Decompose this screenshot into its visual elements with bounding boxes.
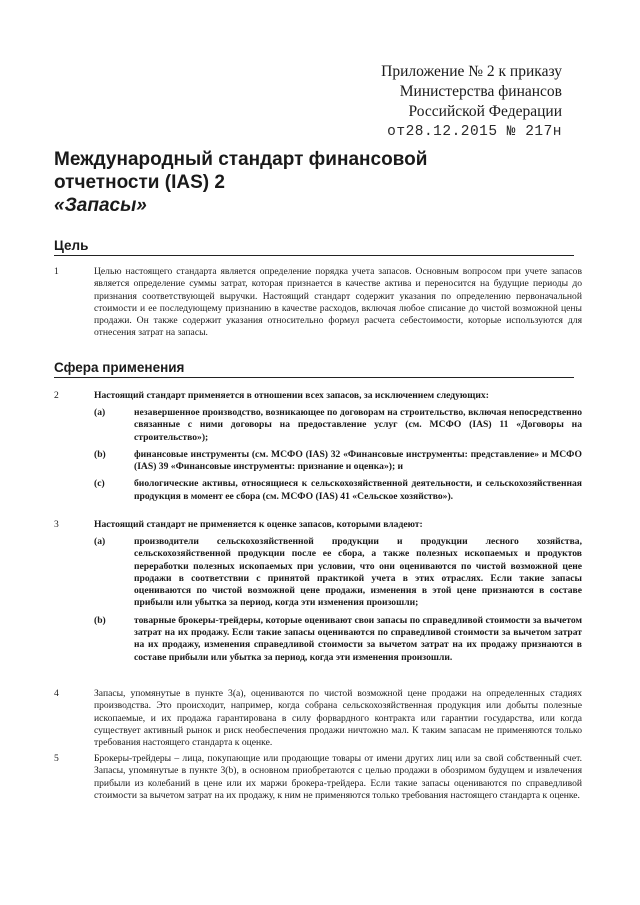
list-item bbox=[54, 536, 582, 610]
paragraph-number: 5 bbox=[54, 753, 59, 764]
section-heading-scope: Сфера применения bbox=[54, 360, 574, 378]
list-item bbox=[54, 449, 582, 474]
paragraph-1 bbox=[54, 266, 582, 340]
paragraph-number: 2 bbox=[54, 390, 59, 401]
title-line-2: отчетности (IAS) 2 bbox=[54, 172, 225, 193]
paragraph-5 bbox=[54, 753, 582, 802]
list-item bbox=[54, 478, 582, 503]
list-item-text: производители сельскохозяйственной продукции и продукции лесного хозяйства, сельскохозяйственной продукции после ее сбора, а также полезных ископаемых и продуктов переработки полезных ископаемых при условии, что они оцениваются по чистой возможной цене продажи в соответствии с принятой практикой учета в этих отраслях. Если такие запасы оцениваются по чистой возможной цене продажи, изменения в этой цене признаются в составе прибыли или убытка за период, когда эти изменения произошли; bbox=[134, 536, 582, 609]
paragraph-text: Запасы, упомянутые в пункте 3(a), оцениваются по чистой возможной цене продажи на определенных стадиях производства. Это происходит, например, когда собрана сельскохозяйственная продукция или добыты полезные ископаемые, и их продажа гарантирована в силу форвардного контракта или гарантии государства, или когда существует активный рынок и риск необеспечения продажи ничтожно мал. К таким запасам не применяются только требования настоящего стандарта к оценке. bbox=[94, 688, 582, 749]
paragraph-4 bbox=[54, 688, 582, 749]
paragraph-text: Целью настоящего стандарта является определение порядка учета запасов. Основным вопросом при учете запасов является определение суммы затрат, которая признается в качестве актива и переносится на будущие периоды до признания соответствующей выручки. Настоящий стандарт содержит указания по определению первоначальной стоимости и ее последующему признанию в качестве расходов, включая любое списание до чистой возможной цены продажи. Он также содержит указания относительно формул расчета себестоимости, которые используются для отнесения затрат на запасы. bbox=[94, 266, 582, 339]
list-item-label: (b) bbox=[94, 614, 106, 626]
paragraph-text: Брокеры-трейдеры – лица, покупающие или продающие товары от имени других лиц или за свой собственный счет. Запасы, упомянутые в пункте 3(b), в основном приобретаются с целью продажи в обозримом будущем и извлечения прибыли из колебаний в цене или их маржи брокера-трейдера. Если такие запасы оцениваются по справедливой стоимости за вычетом затрат на их продажу, к ним не применяются только требования настоящего стандарта к оценке. bbox=[94, 753, 582, 801]
list-item-text: финансовые инструменты (см. МСФО (IAS) 32 «Финансовые инструменты: представление» и МСФО (IAS) 39 «Финансовые инструменты: признание и оценка»); и bbox=[134, 448, 582, 473]
paragraph-3 bbox=[54, 519, 582, 531]
paragraph-text: Настоящий стандарт не применяется к оценке запасов, которыми владеют: bbox=[94, 519, 423, 530]
list-item-label: (a) bbox=[94, 407, 106, 418]
header-line-3: Российской Федерации bbox=[408, 103, 562, 120]
document-title bbox=[54, 148, 574, 217]
order-header bbox=[381, 62, 562, 142]
header-line-2: Министерства финансов bbox=[399, 83, 562, 100]
list-item-label: (a) bbox=[94, 536, 106, 547]
title-subtitle: «Запасы» bbox=[54, 195, 147, 216]
paragraph-number: 3 bbox=[54, 519, 59, 530]
list-item-label: (c) bbox=[94, 478, 105, 490]
list-item-text: незавершенное производство, возникающее по договорам на строительство, включая непосредственно связанные с ними договоры на предоставление услуг (см. МСФО (IAS) 11 «Договоры на строительство»); bbox=[134, 407, 582, 443]
order-number: от28.12.2015 № 217н bbox=[387, 124, 562, 140]
paragraph-2-list bbox=[54, 407, 582, 508]
list-item bbox=[54, 407, 582, 444]
header-line-1: Приложение № 2 к приказу bbox=[381, 63, 562, 80]
list-item-label: (b) bbox=[94, 448, 106, 460]
list-item-text: биологические активы, относящиеся к сельскохозяйственной деятельности, и сельскохозяйственная продукция в момент ее сбора (см. МСФО (IAS) 41 «Сельское хозяйство»). bbox=[134, 478, 582, 502]
paragraph-number: 1 bbox=[54, 266, 59, 277]
title-line-1: Международный стандарт финансовой bbox=[54, 149, 428, 170]
section-heading-goal: Цель bbox=[54, 238, 574, 256]
paragraph-number: 4 bbox=[54, 688, 59, 699]
list-item bbox=[54, 615, 582, 664]
list-item-text: товарные брокеры-трейдеры, которые оценивают свои запасы по справедливой стоимости за вычетом затрат на их продажу. Если такие запасы оцениваются по справедливой стоимости за вычетом затрат на их продажу, изменения справедливой стоимости за вычетом затрат на их продажу признаются в составе прибыли или убытка за период, когда эти изменения произошли. bbox=[134, 614, 582, 663]
paragraph-2 bbox=[54, 390, 582, 402]
paragraph-3-list bbox=[54, 536, 582, 669]
paragraph-text: Настоящий стандарт применяется в отношении всех запасов, за исключением следующих: bbox=[94, 390, 489, 401]
